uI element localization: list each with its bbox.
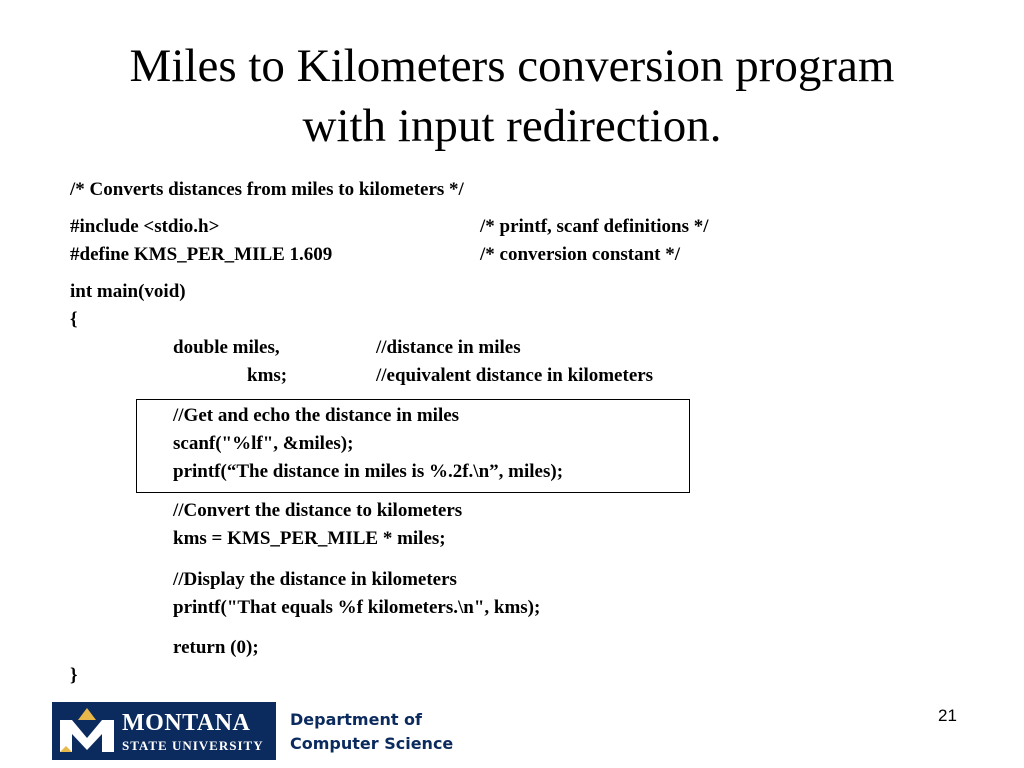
title-line-1: Miles to Kilometers conversion program bbox=[129, 40, 895, 92]
code-printf-echo: printf(“The distance in miles is %.2f.\n”, miles); bbox=[173, 461, 564, 482]
code-decl-kms-comment: //equivalent distance in kilometers bbox=[376, 365, 654, 386]
code-main-signature: int main(void) bbox=[70, 281, 186, 302]
logo-subtitle: STATE UNIVERSITY bbox=[122, 738, 264, 753]
code-scanf: scanf("%lf", &miles); bbox=[173, 433, 354, 454]
title-line-2: with input redirection. bbox=[302, 100, 722, 152]
university-logo bbox=[52, 702, 276, 760]
code-get-comment: //Get and echo the distance in miles bbox=[173, 405, 460, 426]
slide-number: 21 bbox=[938, 706, 957, 725]
code-display-comment: //Display the distance in kilometers bbox=[173, 569, 457, 590]
slide-title bbox=[0, 36, 1024, 156]
code-convert-comment: //Convert the distance to kilometers bbox=[173, 500, 463, 521]
code-define-comment: /* conversion constant */ bbox=[480, 244, 681, 265]
code-decl-miles-comment: //distance in miles bbox=[376, 337, 521, 358]
code-include: #include <stdio.h> bbox=[70, 216, 220, 237]
code-header-comment: /* Converts distances from miles to kilometers */ bbox=[70, 179, 464, 200]
code-decl-miles: double miles, bbox=[173, 337, 280, 358]
code-close-brace: } bbox=[70, 665, 78, 686]
code-convert: kms = KMS_PER_MILE * miles; bbox=[173, 528, 446, 549]
code-define: #define KMS_PER_MILE 1.609 bbox=[70, 244, 333, 265]
code-printf-result: printf("That equals %f kilometers.\n", kms); bbox=[173, 597, 541, 618]
code-open-brace: { bbox=[70, 309, 78, 330]
code-return: return (0); bbox=[173, 637, 259, 658]
code-include-comment: /* printf, scanf definitions */ bbox=[480, 216, 709, 237]
code-decl-kms: kms; bbox=[247, 365, 288, 386]
department-line-1: Department of bbox=[290, 710, 423, 729]
department-line-2: Computer Science bbox=[290, 734, 454, 753]
montana-m-icon bbox=[56, 706, 118, 756]
logo-name: MONTANA bbox=[122, 710, 251, 736]
